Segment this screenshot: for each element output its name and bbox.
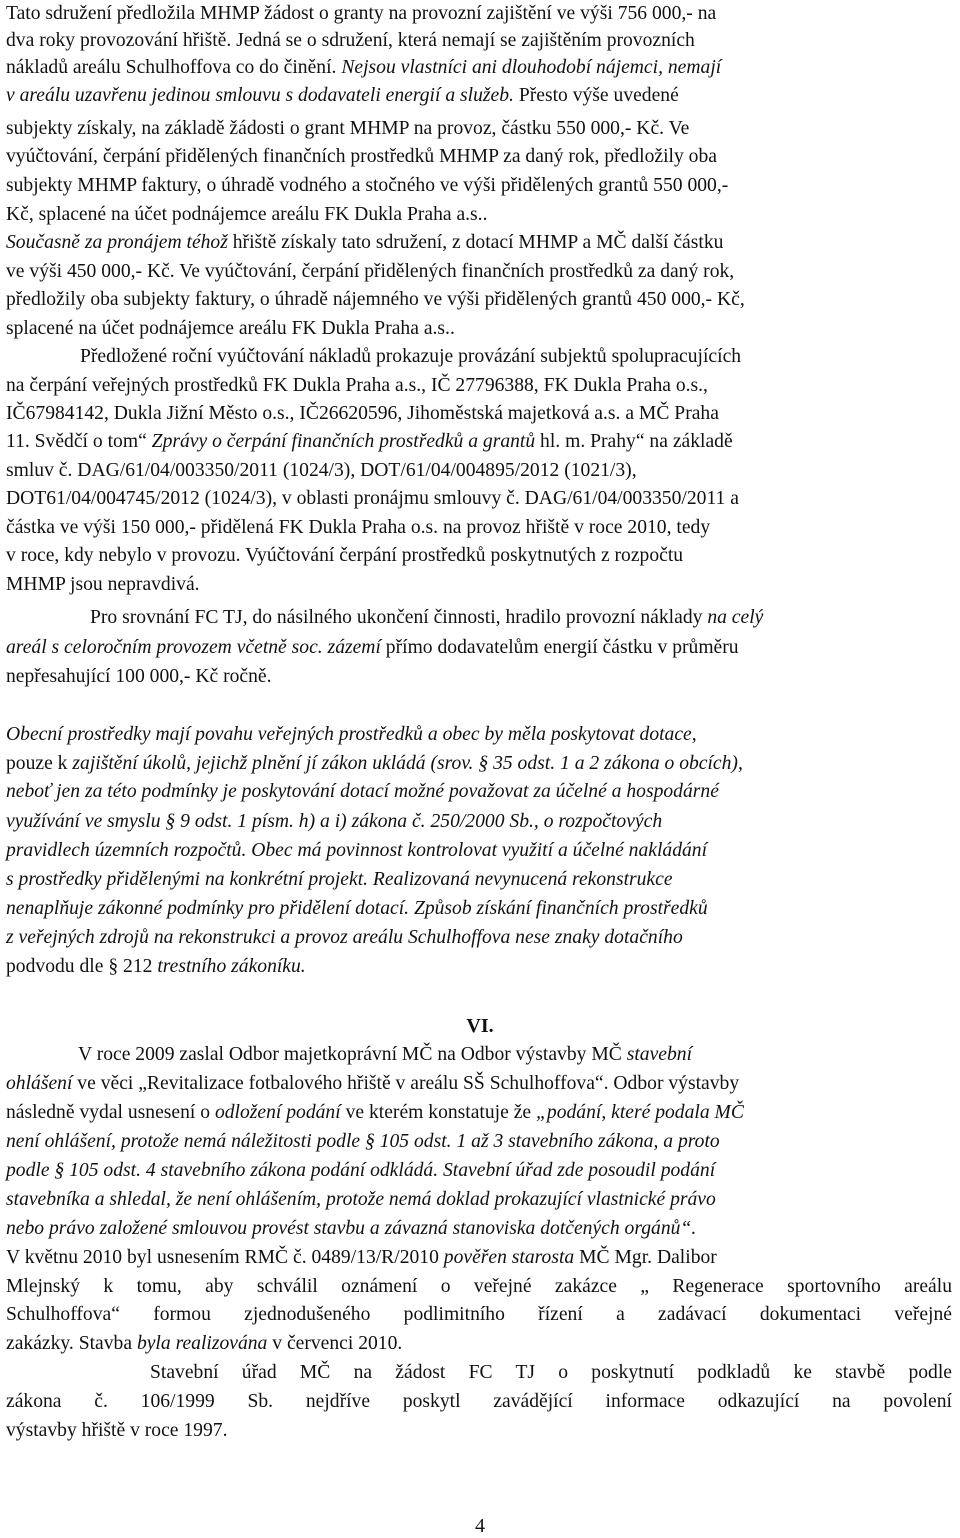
text-line: Schulhoffova“ formou zjednodušeného podlimitního řízení a zadávací dokumentaci veřejné (6, 1304, 952, 1325)
italic-span: § 9 odst. 1 písm. h) a i) zákona č. 250/2000 Sb. (160, 811, 534, 832)
text-span: V roce 2009 zaslal Odbor majetkoprávní MČ na Odbor výstavby MČ (78, 1044, 627, 1065)
text-line (6, 1099, 952, 1127)
text-line: nenaplňuje zákonné podmínky pro přidělení dotací. Způsob získání finančních prostředků (6, 898, 708, 919)
text-line: DOT61/04/004745/2012 (1024/3), v oblasti pronájmu smlouvy č. DAG/61/04/003350/2011 a (6, 488, 739, 509)
text-line: subjekty získaly, na základě žádosti o grant MHMP na provoz, částku 550 000,- Kč. Ve (6, 118, 690, 139)
text-span: přímo dodavatelům energií částku v průměru (380, 637, 739, 658)
text-line: částka ve výši 150 000,- přidělená FK Dukla Praha o.s. na provoz hřiště v roce 2010, tedy (6, 517, 711, 538)
text-line: na čerpání veřejných prostředků FK Dukla Praha a.s., IČ 27796388, FK Dukla Praha o.s., (6, 375, 708, 396)
text-line: v roce, kdy nebylo v provozu. Vyúčtování čerpání prostředků poskytnutých z rozpočtu (6, 545, 684, 566)
page-number: 4 (475, 1515, 485, 1537)
italic-span: trestního zákoníku. (157, 956, 306, 977)
italic-span: stavební (626, 1044, 693, 1065)
text-line: IČ67984142, Dukla Jižní Město o.s., IČ26620596, Jihoměstská majetková a.s. a MČ Praha (6, 403, 719, 424)
text-line (6, 634, 952, 662)
text-line: Obecní prostředky mají povahu veřejných prostředků a obec by měla poskytovat dotace, (6, 724, 697, 745)
italic-span: zajištění úkolů, jejichž plnění jí zákon ukládá (srov. (72, 753, 474, 774)
text-line: s prostředky přidělenými na konkrétní projekt. Realizovaná nevynucená rekonstrukce (6, 869, 673, 890)
italic-span: ohlášení (6, 1073, 73, 1094)
text-span: v červenci 2010. (267, 1333, 403, 1354)
text-span: hřiště získaly tato sdružení, z dotací MHMP a MČ další částku (227, 232, 724, 253)
text-line: vyúčtování, čerpání přidělených finančních prostředků MHMP za daný rok, předložily oba (6, 146, 717, 167)
text-line (6, 750, 952, 778)
text-line (90, 604, 952, 632)
text-span: Pro srovnání FC TJ, do násilného ukončení činnosti, hradilo provozní náklady (90, 607, 708, 628)
italic-span: využívání ve smyslu (6, 811, 161, 832)
text-line: nebo právo založené smlouvou provést stavbu a závazná stanoviska dotčených orgánů“. (6, 1218, 697, 1239)
text-line: splacené na účet podnájemce areálu FK Dukla Praha a.s.. (6, 318, 455, 339)
text-line: smluv č. DAG/61/04/003350/2011 (1024/3), DOT/61/04/004895/2012 (1021/3), (6, 460, 637, 481)
text-span: podvodu dle (6, 956, 104, 977)
text-line (6, 1070, 952, 1098)
italic-span: § 35 odst. 1 a 2 zákona o obcích), (473, 753, 743, 774)
section-heading: VI. (466, 1015, 494, 1037)
text-line: subjekty MHMP faktury, o úhradě vodného a stočného ve výši přidělených grantů 550 000,- (6, 175, 729, 196)
text-span: 11. Svědčí o tom“ (6, 431, 152, 452)
italic-span: v areálu uzavřenu jedinou smlouvu s dodavateli energií a služeb. (6, 85, 514, 106)
text-span: Přesto výše uvedené (513, 85, 679, 106)
text-line (6, 428, 952, 456)
text-line: Kč, splacené na účet podnájemce areálu FK Dukla Praha a.s.. (6, 204, 488, 225)
italic-span: odložení podání (214, 1102, 341, 1123)
text-span: hl. m. Prahy“ na základě (535, 431, 733, 452)
text-line: předložily oba subjekty faktury, o úhradě nájemného ve výši přidělených grantů 450 000,- Kč, (6, 289, 745, 310)
text-line (78, 1041, 952, 1069)
text-line: nepřesahující 100 000,- Kč ročně. (6, 666, 272, 687)
text-line: MHMP jsou nepravdivá. (6, 574, 200, 595)
italic-span: areál s celoročním provozem včetně soc. zázemí (6, 637, 381, 658)
italic-span: na celý (707, 607, 764, 628)
italic-span: Současně za pronájem téhož (6, 232, 228, 253)
text-span: MČ Mgr. Dalibor (574, 1247, 717, 1268)
text-line: dva roky provozování hřiště. Jedná se o sdružení, která nemají se zajištěním provozních (6, 30, 695, 51)
text-span: § 212 (103, 956, 158, 977)
text-line: výstavby hřiště v roce 1997. (6, 1420, 228, 1441)
text-line: Tato sdružení předložila MHMP žádost o granty na provozní zajištění ve výši 756 000,- na (6, 3, 717, 24)
text-line: podle § 105 odst. 4 stavebního zákona podání odkládá. Stavební úřad zde posoudil podání (6, 1160, 716, 1181)
italic-span: , o rozpočtových (533, 811, 663, 832)
text-line (6, 1330, 952, 1358)
italic-span: pověřen starosta (443, 1247, 575, 1268)
text-line (6, 1244, 952, 1272)
italic-span: byla realizována (136, 1333, 268, 1354)
text-line (6, 808, 952, 836)
text-line: zákona č. 106/1999 Sb. nejdříve poskytl zavádějící informace odkazující na povolení (6, 1391, 952, 1412)
text-span: následně vydal usnesení o (6, 1102, 215, 1123)
text-span: pouze k (6, 753, 73, 774)
text-line: neboť jen za této podmínky je poskytování dotací možné považovat za účelné a hospodárné (6, 781, 719, 802)
text-line: Stavební úřad MČ na žádost FC TJ o poskytnutí podkladů ke stavbě podle (150, 1362, 952, 1383)
text-line (6, 953, 952, 981)
text-line: z veřejných zdrojů na rekonstrukci a provoz areálu Schulhoffova nese znaky dotačního (6, 927, 683, 948)
text-line: ve výši 450 000,- Kč. Ve vyúčtování, čerpání přidělených finančních prostředků za daný rok, (6, 261, 735, 282)
text-line: Mlejnský k tomu, aby schválil oznámení o veřejné zakázce „ Regenerace sportovního areálu (6, 1276, 952, 1297)
italic-span: Nejsou vlastníci ani dlouhodobí nájemci, nemají (341, 57, 722, 78)
text-span: zakázky. Stavba (6, 1333, 137, 1354)
text-line: Předložené roční vyúčtování nákladů prokazuje provázání subjektů spolupracujících (80, 346, 742, 367)
text-span: ve věci „Revitalizace fotbalového hřiště v areálu SŠ Schulhoffova“. Odbor výstavby (72, 1073, 740, 1094)
text-span: nákladů areálu Schulhoffova co do činění. (6, 57, 342, 78)
text-line: stavebníka a shledal, že není ohlášením, protože nemá doklad prokazující vlastnické právo (6, 1189, 716, 1210)
text-span: V květnu 2010 byl usnesením RMČ č. 0489/13/R/2010 (6, 1247, 444, 1268)
italic-span: „podání, které podala MČ (536, 1102, 744, 1123)
text-line: není ohlášení, protože nemá náležitosti podle § 105 odst. 1 až 3 stavebního zákona, a proto (6, 1131, 720, 1152)
text-line: pravidlech územních rozpočtů. Obec má povinnost kontrolovat využití a účelné nakládání (6, 840, 708, 861)
text-line (6, 82, 952, 110)
italic-span: Zprávy o čerpání finančních prostředků a grantů (151, 431, 536, 452)
text-line (6, 54, 952, 82)
text-span: ve kterém konstatuje že (340, 1102, 537, 1123)
text-line (6, 229, 952, 257)
